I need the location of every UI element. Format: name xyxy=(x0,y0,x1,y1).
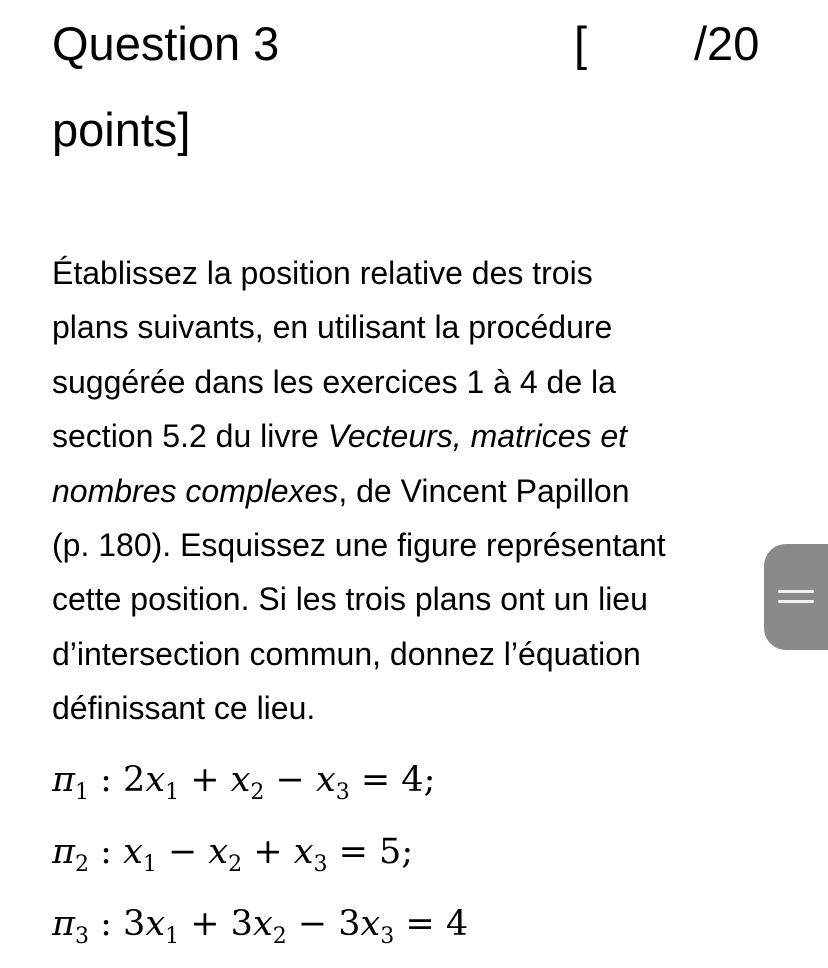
handle-grip-line xyxy=(778,600,814,603)
book-title: Vecteurs, matrices et xyxy=(327,418,628,455)
prompt-line: (p. 180). Esquissez une figure représentant xyxy=(52,527,666,564)
plane-equations xyxy=(52,752,468,968)
points-label: points] xyxy=(52,103,191,156)
prompt-line: définissant ce lieu. xyxy=(52,690,316,727)
prompt-line: Établissez la position relative des trois xyxy=(52,255,593,291)
prompt-line: plans suivants, en utilisant la procédure xyxy=(52,309,613,346)
prompt-line: d’intersection commun, donnez l’équation xyxy=(52,635,641,672)
plane-equation: $\pi_3$ : $3x_1 + 3x_2 - 3x_3 = 4$ xyxy=(52,904,469,949)
prompt-line: suggérée dans les exercices 1 à 4 de la xyxy=(52,363,616,400)
prompt-text: section 5.2 du livre xyxy=(52,418,328,455)
prompt-line: cette position. Si les trois plans ont un lieu xyxy=(52,581,648,618)
question-title: Question 3 xyxy=(52,17,280,70)
prompt-line xyxy=(52,409,782,463)
score-total: /20 xyxy=(694,17,760,70)
handle-grip-line xyxy=(778,590,814,593)
score-bracket: [ xyxy=(574,17,588,70)
prompt-line xyxy=(52,464,782,518)
plane-equation: $\pi_1$ : $2x_1 + x_2 - x_3 = 4$; xyxy=(52,760,436,805)
plane-equation: $\pi_2$ : $x_1 - x_2 + x_3 = 5$; xyxy=(52,832,414,877)
drag-handle-icon[interactable] xyxy=(764,544,828,650)
prompt-text: , de Vincent Papillon xyxy=(338,472,630,509)
question-prompt xyxy=(52,246,782,736)
book-title: nombres complexes xyxy=(52,472,339,509)
